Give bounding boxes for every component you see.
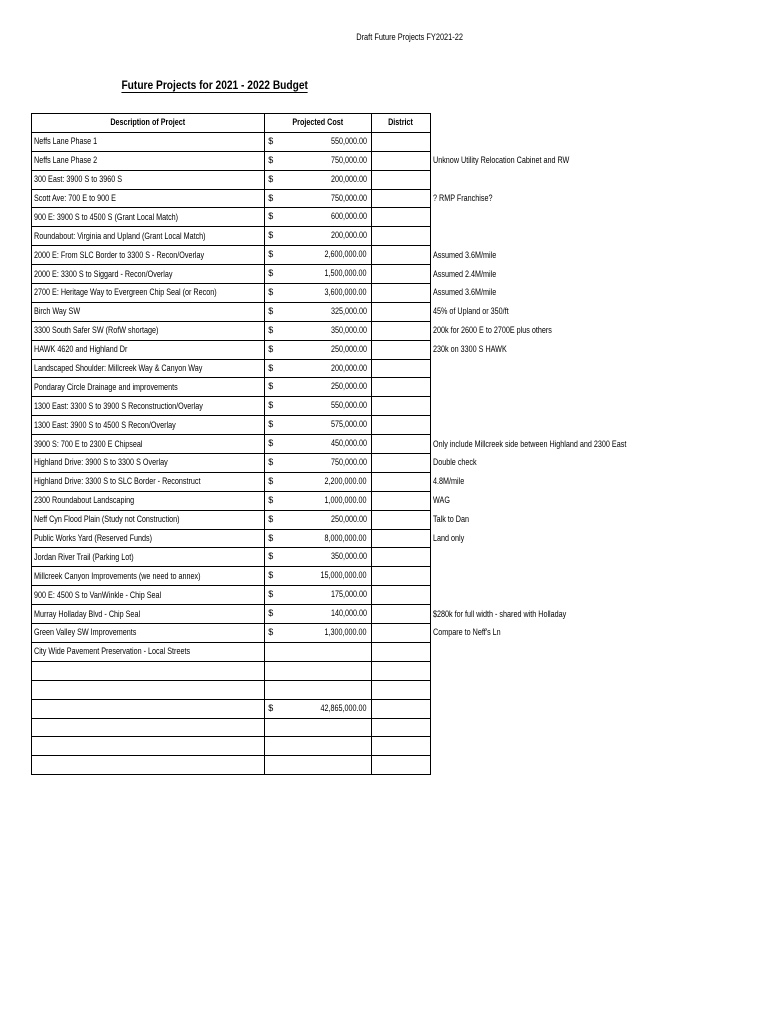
cell-cost[interactable] xyxy=(265,359,371,378)
cell-cost[interactable] xyxy=(265,586,371,605)
project-cost: 1,500,000.00 xyxy=(324,268,367,279)
project-description: Highland Drive: 3900 S to 3300 S Overlay xyxy=(34,457,168,468)
project-note: Talk to Dan xyxy=(433,514,470,525)
project-note: Compare to Neff's Ln xyxy=(433,627,501,638)
cell-description[interactable] xyxy=(32,586,265,605)
cell-description[interactable] xyxy=(32,416,265,435)
cell-note xyxy=(431,624,770,643)
cell-district[interactable] xyxy=(371,624,430,643)
currency-symbol: $ xyxy=(268,438,274,449)
table-row xyxy=(32,661,770,680)
cell-note xyxy=(431,302,770,321)
cell-district[interactable] xyxy=(371,510,430,529)
currency-symbol: $ xyxy=(268,173,274,184)
cell-district[interactable] xyxy=(371,491,430,510)
table-row xyxy=(32,359,770,378)
cell-district[interactable] xyxy=(371,340,430,359)
currency-symbol: $ xyxy=(268,532,274,543)
cell-note xyxy=(431,510,770,529)
project-note: 200k for 2600 E to 2700E plus others xyxy=(433,325,552,336)
project-description: 2000 E: From SLC Border to 3300 S - Recon/Overlay xyxy=(34,249,205,260)
currency-symbol: $ xyxy=(268,381,274,392)
cell-description[interactable] xyxy=(32,680,265,699)
table-row xyxy=(32,548,770,567)
cell-note xyxy=(431,132,770,151)
cell-note xyxy=(431,435,770,454)
project-cost: 250,000.00 xyxy=(330,381,367,392)
cell-cost[interactable] xyxy=(265,378,371,397)
currency-symbol: $ xyxy=(268,627,274,638)
project-description: 300 East: 3900 S to 3960 S xyxy=(34,174,123,185)
cell-district[interactable] xyxy=(371,548,430,567)
project-cost: 2,600,000.00 xyxy=(324,249,367,260)
page-title xyxy=(30,78,400,93)
cell-description[interactable] xyxy=(32,189,265,208)
cell-cost[interactable] xyxy=(265,189,371,208)
project-description: 1300 East: 3300 S to 3900 S Reconstruction/Overlay xyxy=(34,400,203,411)
project-cost: 42,865,000.00 xyxy=(320,702,367,713)
cell-description[interactable] xyxy=(32,642,265,661)
cell-note xyxy=(431,284,770,303)
project-description: Landscaped Shoulder: Millcreek Way & Canyon Way xyxy=(34,363,203,374)
project-cost: 15,000,000.00 xyxy=(320,570,367,581)
cell-description[interactable] xyxy=(32,624,265,643)
project-cost: 550,000.00 xyxy=(330,400,367,411)
project-note: Assumed 3.6M/mile xyxy=(433,249,497,260)
project-cost: 200,000.00 xyxy=(330,362,367,373)
cell-cost[interactable] xyxy=(265,642,371,661)
table-row xyxy=(32,529,770,548)
currency-symbol: $ xyxy=(268,457,274,468)
project-description: 900 E: 3900 S to 4500 S (Grant Local Match) xyxy=(34,211,179,222)
page-header-text: Draft Future Projects FY2021-22 xyxy=(356,32,463,42)
cell-district[interactable] xyxy=(371,586,430,605)
table-row xyxy=(32,284,770,303)
project-description: City Wide Pavement Preservation - Local Streets xyxy=(34,646,191,657)
project-cost: 600,000.00 xyxy=(330,211,367,222)
table-row xyxy=(32,397,770,416)
project-note: Unknow Utility Relocation Cabinet and RW xyxy=(433,155,570,166)
project-description: Millcreek Canyon Improvements (we need to annex) xyxy=(34,570,201,581)
cell-note xyxy=(431,359,770,378)
column-header-description[interactable]: Description of Project xyxy=(32,114,265,133)
cell-description[interactable] xyxy=(32,265,265,284)
currency-symbol: $ xyxy=(268,287,274,298)
cell-note xyxy=(431,227,770,246)
cell-district[interactable] xyxy=(371,529,430,548)
project-cost: 250,000.00 xyxy=(330,343,367,354)
table-row xyxy=(32,340,770,359)
project-cost: 325,000.00 xyxy=(330,305,367,316)
currency-symbol: $ xyxy=(268,211,274,222)
cell-description[interactable] xyxy=(32,454,265,473)
table-row xyxy=(32,246,770,265)
cell-description[interactable] xyxy=(32,359,265,378)
cell-note xyxy=(431,756,770,775)
cell-district[interactable] xyxy=(371,737,430,756)
project-description: Birch Way SW xyxy=(34,306,81,317)
currency-symbol: $ xyxy=(268,608,274,619)
project-cost: 1,300,000.00 xyxy=(324,627,367,638)
project-description: 1300 East: 3900 S to 4500 S Recon/Overlay xyxy=(34,419,176,430)
project-cost: 1,000,000.00 xyxy=(324,494,367,505)
project-description: HAWK 4620 and Highland Dr xyxy=(34,344,128,355)
currency-symbol: $ xyxy=(268,513,274,524)
project-note: 45% of Upland or 350/ft xyxy=(433,306,509,317)
cell-note xyxy=(431,189,770,208)
project-note: 230k on 3300 S HAWK xyxy=(433,344,507,355)
cell-cost[interactable] xyxy=(265,472,371,491)
cell-district[interactable] xyxy=(371,454,430,473)
currency-symbol: $ xyxy=(268,589,274,600)
currency-symbol: $ xyxy=(268,419,274,430)
cell-note xyxy=(431,151,770,170)
cell-description[interactable] xyxy=(32,737,265,756)
project-description: Highland Drive: 3300 S to SLC Border - Reconstruct xyxy=(34,476,201,487)
project-description: Roundabout: Virginia and Upland (Grant Local Match) xyxy=(34,230,206,241)
table-row xyxy=(32,699,770,718)
table-row xyxy=(32,491,770,510)
cell-note xyxy=(431,208,770,227)
cell-cost[interactable] xyxy=(265,302,371,321)
cell-cost[interactable] xyxy=(265,737,371,756)
cell-district[interactable] xyxy=(371,227,430,246)
currency-symbol: $ xyxy=(268,551,274,562)
cell-note xyxy=(431,661,770,680)
cell-note xyxy=(431,170,770,189)
project-description: 2000 E: 3300 S to Siggard - Recon/Overlay xyxy=(34,268,173,279)
project-cost: 8,000,000.00 xyxy=(324,532,367,543)
table-row xyxy=(32,208,770,227)
table-row xyxy=(32,378,770,397)
currency-symbol: $ xyxy=(268,570,274,581)
table-row xyxy=(32,170,770,189)
project-description: Public Works Yard (Reserved Funds) xyxy=(34,533,153,544)
cell-description[interactable] xyxy=(32,472,265,491)
cell-district[interactable] xyxy=(371,416,430,435)
cell-district[interactable] xyxy=(371,756,430,775)
cell-description[interactable] xyxy=(32,378,265,397)
project-description: Pondaray Circle Drainage and improvements xyxy=(34,381,178,392)
cell-district[interactable] xyxy=(371,472,430,491)
table-row xyxy=(32,151,770,170)
cell-description[interactable] xyxy=(32,151,265,170)
cell-district[interactable] xyxy=(371,397,430,416)
project-description: Murray Holladay Blvd - Chip Seal xyxy=(34,608,141,619)
currency-symbol: $ xyxy=(268,249,274,260)
currency-symbol: $ xyxy=(268,362,274,373)
cell-cost[interactable] xyxy=(265,454,371,473)
cell-note xyxy=(431,642,770,661)
cell-note xyxy=(431,605,770,624)
column-header-cost[interactable]: Projected Cost xyxy=(265,114,371,133)
cell-description[interactable] xyxy=(32,718,265,737)
project-description: Green Valley SW Improvements xyxy=(34,627,137,638)
cell-cost[interactable] xyxy=(265,435,371,454)
project-description: Neffs Lane Phase 1 xyxy=(34,136,98,147)
cell-description[interactable] xyxy=(32,661,265,680)
project-note: $280k for full width - shared with Holladay xyxy=(433,608,567,619)
cell-district[interactable] xyxy=(371,661,430,680)
projects-table-body xyxy=(32,114,770,775)
project-description: 2300 Roundabout Landscaping xyxy=(34,495,135,506)
project-note: Double check xyxy=(433,457,477,468)
project-note: Assumed 2.4M/mile xyxy=(433,268,497,279)
cell-cost[interactable] xyxy=(265,340,371,359)
cell-cost[interactable] xyxy=(265,265,371,284)
table-row xyxy=(32,586,770,605)
cell-note xyxy=(431,586,770,605)
cell-note xyxy=(431,737,770,756)
cell-description[interactable] xyxy=(32,170,265,189)
cell-description[interactable] xyxy=(32,435,265,454)
cell-note xyxy=(431,718,770,737)
page-header xyxy=(69,32,700,42)
cell-description[interactable] xyxy=(32,548,265,567)
project-description: 2700 E: Heritage Way to Evergreen Chip Seal (or Recon) xyxy=(34,287,217,298)
project-cost: 200,000.00 xyxy=(330,230,367,241)
cell-description[interactable] xyxy=(32,302,265,321)
currency-symbol: $ xyxy=(268,230,274,241)
cell-note xyxy=(431,567,770,586)
cell-note xyxy=(431,416,770,435)
cell-cost[interactable] xyxy=(265,151,371,170)
cell-district[interactable] xyxy=(371,132,430,151)
cell-district[interactable] xyxy=(371,151,430,170)
table-row xyxy=(32,132,770,151)
cell-description[interactable] xyxy=(32,284,265,303)
cell-description[interactable] xyxy=(32,340,265,359)
cell-cost[interactable] xyxy=(265,416,371,435)
project-cost: 350,000.00 xyxy=(330,324,367,335)
project-description: Scott Ave: 700 E to 900 E xyxy=(34,193,116,203)
cell-note xyxy=(431,340,770,359)
project-description: 3300 South Safer SW (RofW shortage) xyxy=(34,325,159,336)
cell-district[interactable] xyxy=(371,321,430,340)
cell-cost[interactable] xyxy=(265,170,371,189)
table-row xyxy=(32,624,770,643)
cell-cost[interactable] xyxy=(265,208,371,227)
project-cost: 750,000.00 xyxy=(330,154,367,165)
currency-symbol: $ xyxy=(268,268,274,279)
project-cost: 750,000.00 xyxy=(330,457,367,468)
cell-district[interactable] xyxy=(371,265,430,284)
table-row xyxy=(32,680,770,699)
currency-symbol: $ xyxy=(268,135,274,146)
currency-symbol: $ xyxy=(268,343,274,354)
cell-cost[interactable] xyxy=(265,321,371,340)
cell-cost[interactable] xyxy=(265,132,371,151)
cell-description[interactable] xyxy=(32,491,265,510)
cell-description[interactable] xyxy=(32,605,265,624)
project-cost: 750,000.00 xyxy=(330,192,367,203)
table-row xyxy=(32,567,770,586)
project-cost: 175,000.00 xyxy=(330,589,367,600)
table-row xyxy=(32,510,770,529)
project-description: Jordan River Trail (Parking Lot) xyxy=(34,551,134,562)
project-description: 900 E: 4500 S to VanWinkle - Chip Seal xyxy=(34,589,162,600)
table-row xyxy=(32,435,770,454)
cell-note xyxy=(431,472,770,491)
cell-district[interactable] xyxy=(371,718,430,737)
table-row xyxy=(32,605,770,624)
cell-cost[interactable] xyxy=(265,680,371,699)
cell-description[interactable] xyxy=(32,321,265,340)
currency-symbol: $ xyxy=(268,154,274,165)
cell-district[interactable] xyxy=(371,359,430,378)
table-header-row xyxy=(32,114,770,133)
currency-symbol: $ xyxy=(268,400,274,411)
cell-cost[interactable] xyxy=(265,227,371,246)
cell-description[interactable] xyxy=(32,208,265,227)
project-cost: 140,000.00 xyxy=(330,608,367,619)
cell-note xyxy=(431,491,770,510)
cell-cost[interactable] xyxy=(265,397,371,416)
cell-note xyxy=(431,548,770,567)
project-note: 4.8M/mile xyxy=(433,476,465,487)
cell-cost[interactable] xyxy=(265,548,371,567)
table-row xyxy=(32,265,770,284)
project-note: ? RMP Franchise? xyxy=(433,193,493,203)
cell-note xyxy=(431,265,770,284)
cell-district[interactable] xyxy=(371,208,430,227)
cell-description[interactable] xyxy=(32,510,265,529)
table-row xyxy=(32,321,770,340)
project-cost: 350,000.00 xyxy=(330,551,367,562)
cell-description[interactable] xyxy=(32,227,265,246)
table-row xyxy=(32,189,770,208)
column-header-district[interactable]: District xyxy=(371,114,430,133)
project-note: WAG xyxy=(433,495,450,506)
cell-cost[interactable] xyxy=(265,529,371,548)
cell-description[interactable] xyxy=(32,699,265,718)
table-row xyxy=(32,472,770,491)
cell-note xyxy=(431,378,770,397)
page-title-text: Future Projects for 2021 - 2022 Budget xyxy=(121,78,309,92)
cell-cost[interactable] xyxy=(265,567,371,586)
cell-district[interactable] xyxy=(371,302,430,321)
project-note: Land only xyxy=(433,533,465,544)
currency-symbol: $ xyxy=(268,494,274,505)
cell-district[interactable] xyxy=(371,284,430,303)
project-note: Only include Millcreek side between Highland and 2300 East xyxy=(433,438,627,449)
cell-note xyxy=(431,680,770,699)
table-row xyxy=(32,227,770,246)
project-cost: 3,600,000.00 xyxy=(324,287,367,298)
cell-district[interactable] xyxy=(371,170,430,189)
cell-cost[interactable] xyxy=(265,661,371,680)
currency-symbol: $ xyxy=(268,702,274,713)
cell-note xyxy=(431,699,770,718)
currency-symbol: $ xyxy=(268,192,274,203)
table-row xyxy=(32,642,770,661)
cell-note xyxy=(431,397,770,416)
cell-description[interactable] xyxy=(32,529,265,548)
projects-table xyxy=(31,113,770,775)
cell-cost[interactable] xyxy=(265,605,371,624)
table-row xyxy=(32,756,770,775)
table-row xyxy=(32,302,770,321)
project-cost: 250,000.00 xyxy=(330,513,367,524)
cell-district[interactable] xyxy=(371,189,430,208)
cell-cost[interactable] xyxy=(265,491,371,510)
cell-cost[interactable] xyxy=(265,284,371,303)
cell-description[interactable] xyxy=(32,132,265,151)
cell-note xyxy=(431,529,770,548)
table-row xyxy=(32,737,770,756)
note-cell-empty xyxy=(431,114,770,133)
cell-district[interactable] xyxy=(371,378,430,397)
project-cost: 550,000.00 xyxy=(330,135,367,146)
currency-symbol: $ xyxy=(268,475,274,486)
cell-district[interactable] xyxy=(371,642,430,661)
cell-note xyxy=(431,454,770,473)
cell-description[interactable] xyxy=(32,246,265,265)
cell-district[interactable] xyxy=(371,435,430,454)
project-cost: 2,200,000.00 xyxy=(324,475,367,486)
cell-district[interactable] xyxy=(371,605,430,624)
cell-cost[interactable] xyxy=(265,246,371,265)
cell-description[interactable] xyxy=(32,397,265,416)
cell-cost[interactable] xyxy=(265,624,371,643)
cell-district[interactable] xyxy=(371,699,430,718)
project-note: Assumed 3.6M/mile xyxy=(433,287,497,298)
currency-symbol: $ xyxy=(268,324,274,335)
project-description: Neffs Lane Phase 2 xyxy=(34,155,98,166)
cell-description[interactable] xyxy=(32,756,265,775)
cell-district[interactable] xyxy=(371,680,430,699)
table-row xyxy=(32,454,770,473)
currency-symbol: $ xyxy=(268,305,274,316)
cell-cost[interactable] xyxy=(265,510,371,529)
cell-cost[interactable] xyxy=(265,756,371,775)
cell-district[interactable] xyxy=(371,246,430,265)
project-description: 3900 S: 700 E to 2300 E Chipseal xyxy=(34,438,143,449)
cell-cost[interactable] xyxy=(265,718,371,737)
project-cost: 200,000.00 xyxy=(330,173,367,184)
table-row xyxy=(32,416,770,435)
table-row xyxy=(32,718,770,737)
cell-note xyxy=(431,246,770,265)
cell-note xyxy=(431,321,770,340)
project-cost: 450,000.00 xyxy=(330,438,367,449)
cell-cost[interactable] xyxy=(265,699,371,718)
cell-description[interactable] xyxy=(32,567,265,586)
project-cost: 575,000.00 xyxy=(330,419,367,430)
cell-district[interactable] xyxy=(371,567,430,586)
project-description: Neff Cyn Flood Plain (Study not Construction) xyxy=(34,514,180,525)
